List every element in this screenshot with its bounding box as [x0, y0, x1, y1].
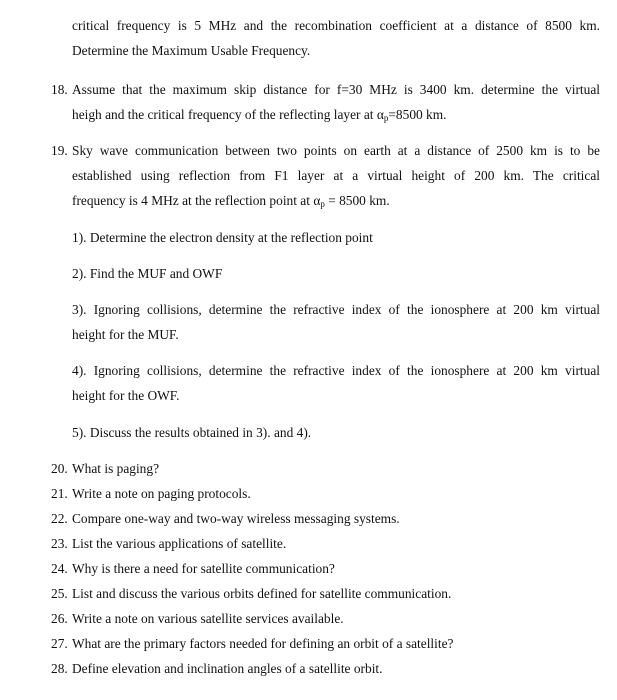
q18-line-2-value: =8500 km. — [388, 107, 447, 122]
q17-line-1: critical frequency is 5 MHz and the recombination coefficient at a distance of 8500 km. — [72, 18, 600, 33]
q18-line-1: Assume that the maximum skip distance for f=30 MHz is 3400 km. determine the virtual — [72, 82, 600, 97]
q19-number: 19. — [51, 143, 68, 158]
q19-line-3-text: frequency is 4 MHz at the reflection point at α — [72, 193, 321, 208]
question-number: 24. — [51, 561, 68, 576]
q18-line-2-text: heigh and the critical frequency of the reflecting layer at α — [72, 107, 384, 122]
question-number: 26. — [51, 611, 68, 626]
question-number: 22. — [51, 511, 68, 526]
q19-subpart-5: 5). Discuss the results obtained in 3). and 4). — [72, 425, 312, 440]
question-number: 28. — [51, 661, 68, 676]
question-text: List the various applications of satellite. — [72, 536, 287, 551]
q19-line-1: Sky wave communication between two points on earth at a distance of 2500 km is to be — [72, 143, 600, 158]
q19-line-2: established using reflection from F1 layer at a virtual height of 200 km. The critical — [72, 168, 600, 183]
question-number: 27. — [51, 636, 68, 651]
question-number: 25. — [51, 586, 68, 601]
question-text: What are the primary factors needed for defining an orbit of a satellite? — [72, 636, 454, 651]
question-number: 23. — [51, 536, 68, 551]
question-text: List and discuss the various orbits defined for satellite communication. — [72, 586, 452, 601]
alpha-subscript: p — [320, 199, 325, 209]
alpha-subscript: p — [383, 113, 389, 123]
question-text: Write a note on paging protocols. — [72, 486, 251, 501]
question-number: 21. — [51, 486, 68, 501]
question-number: 20. — [51, 461, 68, 476]
q19-line-3-value: = 8500 km. — [324, 193, 390, 208]
q19-subpart-3-line-1: 3). Ignoring collisions, determine the refractive index of the ionosphere at 200 km virtual — [72, 302, 600, 317]
question-text: What is paging? — [72, 461, 160, 476]
q19-subpart-4-line-1: 4). Ignoring collisions, determine the refractive index of the ionosphere at 200 km virtual — [72, 363, 600, 378]
question-text: Define elevation and inclination angles of a satellite orbit. — [72, 661, 383, 676]
q17-line-2: Determine the Maximum Usable Frequency. — [72, 43, 311, 58]
question-text: Compare one-way and two-way wireless messaging systems. — [72, 511, 400, 526]
q19-subpart-4-line-2: height for the OWF. — [72, 388, 180, 403]
question-text: Why is there a need for satellite communication? — [72, 561, 335, 576]
q19-line-3 — [72, 193, 390, 209]
q18-line-2 — [72, 107, 447, 123]
q18-number: 18. — [51, 82, 68, 97]
q19-subpart-2: 2). Find the MUF and OWF — [72, 266, 223, 281]
q19-subpart-3-line-2: height for the MUF. — [72, 327, 179, 342]
q19-subpart-1: 1). Determine the electron density at the reflection point — [72, 230, 373, 245]
question-text: Write a note on various satellite services available. — [72, 611, 344, 626]
